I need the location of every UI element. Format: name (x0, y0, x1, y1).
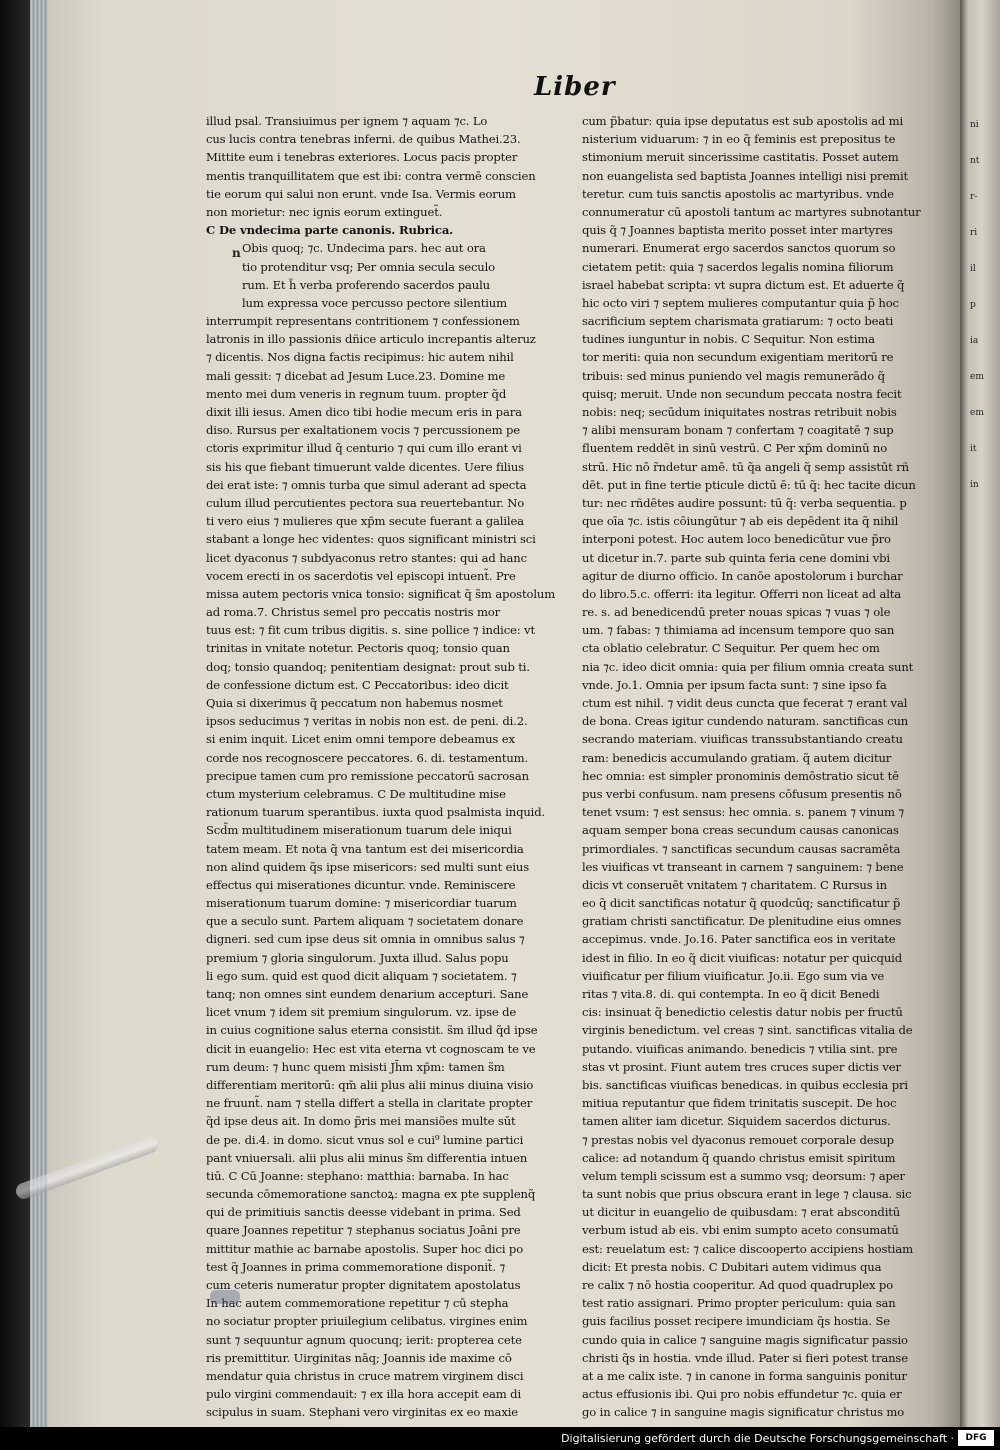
text-line: dicit in euangelio: Hec est vita eterna vt cognoscam te ve (206, 1041, 536, 1056)
text-line: Scd̃m multitudinem miserationum tuarum dele iniqui (206, 823, 512, 838)
text-line: eo q̃ dicit sanctificas notatur q̃ quodcūq; sanctificatur p̃ (582, 896, 901, 911)
right-edge-fragments (964, 0, 1000, 1427)
text-line: re. s. ad benedicendū preter nouas spicas ⁊ vuas ⁊ ole (582, 605, 891, 620)
text-line: no sociatur propter priuilegium celibatus. virgines enim (206, 1314, 528, 1329)
edge-fragment: il (970, 264, 976, 274)
text-line: guis facilius posset recipere imundiciam q̃s hostia. Se (582, 1314, 890, 1329)
text-line: premium ⁊ gloria singulorum. Juxta illud. Salus popu (206, 950, 509, 965)
text-line: gratiam christi sanctificatur. De plenitudine eius omnes (582, 914, 902, 929)
text-line: stas vt prosint. Fiunt autem tres cruces super dictis ver (582, 1059, 901, 1074)
text-line: q̃d ipse deus ait. In domo p̃ris mei mansiões multe sūt (206, 1114, 516, 1129)
ink-stamp-mark (210, 1290, 240, 1304)
text-line: dei erat iste: ⁊ omnis turba que simul aderant ad specta (206, 477, 527, 492)
text-line: test ratio assignari. Primo propter periculum: quia san (582, 1296, 896, 1311)
text-line: non euangelista sed baptista Joannes intelligi nisi premit (582, 168, 909, 183)
text-line: cta oblatio celebratur. C Sequitur. Per quem hec om (582, 641, 880, 656)
text-line: fluentem reddēt in sinū vestrū. C Per xp̄m dominū no (582, 441, 888, 456)
text-line: in cuius cognitione salus eterna consistit. s̃m illud q̃d ipse (206, 1023, 538, 1038)
text-line: pant vniuersali. alii plus alii minus s̃m differentia intuen (206, 1150, 528, 1165)
text-line: illud psal. Transiuimus per ignem ⁊ aquam ⁊c. Lo (206, 114, 488, 128)
text-line: dixit illi iesus. Amen dico tibi hodie mecum eris in para (206, 405, 522, 419)
text-line: ⁊ prestas nobis vel dyaconus remouet corporale desup (582, 1132, 894, 1147)
text-line: si enim inquit. Licet enim omni tempore debeamus ex (206, 732, 515, 747)
text-line: quis q̃ ⁊ Joannes baptista merito posset inter martyres (582, 223, 893, 238)
text-line: ctum mysterium celebramus. C De multitudine mise (206, 786, 506, 801)
edge-fragment: it (970, 444, 977, 454)
text-line: dēt. put in fine tertie pticule dictū ē: tū q̃: hec tacite dicun (582, 477, 916, 492)
text-line: verbum istud ab eis. vbi enim sumpto aceto consumatū (582, 1223, 899, 1238)
text-line: cis: insinuat q̃ benedictio celestis datur nobis per fructū (582, 1005, 903, 1020)
edge-fragment: em (970, 372, 984, 382)
text-line: tio protenditur vsq; Per omnia secula seculo (242, 259, 496, 274)
edge-fragment: nt (970, 156, 980, 166)
text-line: ctoris exprimitur illud q̃ centurio ⁊ qui cum illo erant vi (206, 441, 522, 456)
text-line: nia ⁊c. ideo dicit omnia: quia per filium omnia creata sunt (582, 659, 914, 674)
text-line: secunda cōmemoratione sanctoꝝ: magna ex pte supplenq̃ (206, 1187, 536, 1202)
text-line: les viuificas vt transeant in carnem ⁊ sanguinem: ⁊ bene (582, 859, 904, 874)
text-line: numerari. Enumerat ergo sacerdos sanctos quorum so (582, 241, 896, 256)
text-line: velum templi scissum est a summo vsq; deorsum: ⁊ aper (582, 1168, 905, 1183)
text-line: accepimus. vnde. Jo.16. Pater sanctifica eos in veritate (582, 932, 896, 947)
text-line: digneri. sed cum ipse deus sit omnia in omnibus salus ⁊ (206, 932, 525, 947)
text-line: do libro.5.c. offerri: ita legitur. Offerri non liceat ad alta (582, 586, 902, 601)
text-line: doq; tonsio quandoq; penitentiam designat: prout sub ti. (206, 659, 530, 674)
text-line: ta sunt nobis que prius obscura erant in lege ⁊ clausa. sic (582, 1187, 912, 1202)
text-line: actus effusionis ibi. Qui pro nobis effundetur ⁊c. quia er (582, 1387, 902, 1402)
text-line: viuificatur per filium viuificatur. Jo.ii. Ego sum via ve (582, 968, 885, 983)
text-line: vocem erecti in os sacerdotis vel episcopi intuent̃. Pre (206, 568, 516, 583)
right-text-column (582, 112, 942, 1422)
text-line: cum ceteris numeratur propter dignitatem apostolatus (206, 1278, 521, 1292)
text-line: que a seculo sunt. Partem aliquam ⁊ societatem donare (206, 914, 524, 929)
text-line: de pe. di.4. in domo. sicut vnus sol e cui⁹ lumine partici (206, 1132, 524, 1147)
text-line: de bona. Creas igitur cundendo naturam. sanctificas cun (582, 714, 909, 729)
page-stack-edge-left (30, 0, 50, 1427)
text-line: non alind quidem q̃s ipse misericors: sed multi sunt eius (206, 859, 530, 874)
text-line: sunt ⁊ sequuntur agnum quocunq; ierit: propterea cete (206, 1332, 522, 1347)
text-line: de confessione dictum est. C Peccatoribus: ideo dicit (206, 677, 509, 692)
text-line: pulo virgini commendauit: ⁊ ex illa hora accepit eam di (206, 1387, 522, 1402)
text-line: ut dicitur in euangelio de quibusdam: ⁊ erat absconditū (582, 1205, 901, 1220)
text-line: agitur de diurno officio. In canōe apostolorum i burchar (582, 568, 903, 583)
text-line: ti vero eius ⁊ mulieres que xp̄m secute fuerant a galilea (206, 514, 524, 529)
text-line: test q̃ Joannes in prima commemoratione disponit̃. ⁊ (206, 1259, 506, 1274)
text-line: idest in filio. In eo q̃ dicit viuificas: notatur per quicquid (582, 950, 902, 965)
text-line: at a me calix iste. ⁊ in canone in forma sanguinis ponitur (582, 1368, 907, 1383)
text-line: differentiam meritorū: qm̄ alii plus alii minus diuina visio (206, 1077, 534, 1092)
text-line: aquam semper bona creas secundum causas canonicas (582, 823, 899, 838)
text-line: effectus qui miserationes dicuntur. vnde. Reminiscere (206, 877, 516, 892)
text-line: rationum tuarum sperantibus. iuxta quod psalmista inquid. (206, 805, 546, 820)
text-line: ⁊ dicentis. Nos digna factis recipimus: hic autem nihil (206, 350, 514, 365)
text-line: israel habebat scripta: vt supra dictum est. Et aduerte q̃ (582, 277, 905, 292)
text-line: C De vndecima parte canonis. Rubrica. (206, 223, 454, 238)
text-line: tenet vsum: ⁊ est sensus: hec omnia. s. panem ⁊ vinum ⁊ (582, 805, 905, 820)
text-line: latronis in illo passionis dñice articulo increpantis alteruz (206, 332, 536, 347)
text-line: tudines iunguntur in nobis. C Sequitur. Non estima (582, 332, 875, 347)
text-line: diso. Rursus per exaltationem vocis ⁊ percussionem pe (206, 423, 520, 438)
text-line: dicis vt conseruēt vnitatem ⁊ charitatem. C Rursus in (582, 877, 887, 892)
text-line: Quia si dixerimus q̃ peccatum non habemus nosmet (206, 696, 503, 710)
text-line: Obis quoq; ⁊c. Undecima pars. hec aut ora (242, 241, 486, 256)
text-line: cum p̃batur: quia ipse deputatus est sub apostolis ad mi (582, 114, 904, 128)
edge-fragment: ni (970, 120, 979, 130)
edge-fragment: r- (970, 192, 978, 202)
text-line: precipue tamen cum pro remissione peccatorū sacrosan (206, 768, 529, 783)
text-line: In hac autem commemoratione repetitur ⁊ cū stepha (206, 1296, 509, 1311)
text-line: vnde. Jo.1. Omnia per ipsum facta sunt: ⁊ sine ipso fa (582, 677, 887, 692)
text-line: sis his que fiebant timuerunt valde dicentes. Uere filius (206, 459, 524, 474)
text-line: cietatem petit: quia ⁊ sacerdos legalis nomina filiorum (582, 259, 894, 274)
text-line: interrumpit representans contritionem ⁊ confessionem (206, 314, 520, 329)
text-line: christi q̃s in hostia. vnde illud. Pater si fieri potest transe (582, 1350, 908, 1365)
text-line: mento mei dum veneris in regnum tuum. propter q̃d (206, 386, 507, 401)
text-line: li ego sum. quid est quod dicit aliquam ⁊ societatem. ⁊ (206, 968, 517, 983)
text-line: tuus est: ⁊ fit cum tribus digitis. s. sine pollice ⁊ indice: vt (206, 623, 535, 638)
text-line: tatem meam. Et nota q̃ vna tantum est dei misericordia (206, 841, 524, 856)
text-line: hec omnia: est simpler pronominis demōstratio sicut tē (582, 768, 899, 783)
dfg-logo: DFG (958, 1430, 994, 1446)
text-line: ram: benedicis accumulando gratiam. q̃ autem dicitur (582, 750, 892, 765)
text-line: qui de primitiuis sanctis deesse videbant in prima. Sed (206, 1205, 521, 1220)
text-line: tanq; non omnes sint eundem denarium accepturi. Sane (206, 987, 529, 1001)
text-line: tor meriti: quia non secundum exigentiam meritorū re (582, 350, 894, 365)
text-line: interponi potest. Hoc autem loco benedicūtur vue p̃ro (582, 532, 891, 547)
text-line: corde nos recognoscere peccatores. 6. di. testamentum. (206, 750, 529, 765)
margin-letter: n (232, 246, 241, 260)
text-line: stabant a longe hec videntes: quos significant ministri sci (206, 532, 536, 547)
footer-bar (0, 1427, 1000, 1450)
text-line: culum illud percutientes pectora sua reuertebantur. No (206, 495, 525, 510)
text-line: tribuis: sed minus puniendo vel magis remunerādo q̃ (582, 368, 885, 383)
text-line: nobis: neq; secūdum iniquitates nostras retribuit nobis (582, 405, 897, 419)
text-line: ⁊ alibi mensuram bonam ⁊ confertam ⁊ coagitatē ⁊ sup (582, 423, 894, 438)
edge-fragment: em (970, 408, 984, 418)
text-line: re calix ⁊ nō hostia cooperitur. Ad quod quadruplex po (582, 1278, 894, 1292)
text-line: dicit: Et presta nobis. C Dubitari autem vidimus qua (582, 1259, 882, 1274)
text-line: quisq; meruit. Unde non secundum peccata nostra fecit (582, 386, 902, 401)
text-line: putando. viuificas animando. benedicis ⁊ vtilia sint. pre (582, 1041, 898, 1056)
text-line: secrando materiam. viuificas transsubstantiando creatu (582, 732, 903, 747)
text-line: licet vnum ⁊ idem sit premium singulorum. vz. ipse de (206, 1005, 517, 1020)
text-line: tamen aliter iam dicetur. Siquidem sacerdos dicturus. (582, 1114, 891, 1129)
left-text-column (206, 112, 568, 1422)
text-line: primordiales. ⁊ sanctificas secundum causas sacramēta (582, 841, 901, 856)
text-line: ad roma.7. Christus semel pro peccatis nostris mor (206, 605, 501, 620)
edge-fragment: ri (970, 228, 978, 238)
text-line: teretur. cum tuis sanctis apostolis ac martyribus. vnde (582, 186, 894, 201)
text-line: mittitur mathie ac barnabe apostolis. Super hoc dici po (206, 1241, 524, 1256)
text-line: ut dicetur in.7. parte sub quinta feria cene domini vbi (582, 550, 890, 565)
text-line: est: reuelatum est: ⁊ calice discooperto accipiens hostiam (582, 1241, 913, 1256)
text-line: pus verbi confusum. nam presens cōfusum presentis nō (582, 786, 902, 801)
text-line: ne fruunt̃. nam ⁊ stella differt a stella in claritate propter (206, 1096, 533, 1111)
text-line: hic octo viri ⁊ septem mulieres computantur quia p̃ hoc (582, 295, 899, 310)
text-line: ipsos seducimus ⁊ veritas in nobis non est. de peni. di.2. (206, 714, 528, 729)
text-line: ritas ⁊ vita.8. di. qui contempta. In eo q̃ dicit Benedi (582, 987, 880, 1001)
text-line: connumeratur cū apostoli tantum ac martyres subnotantur (582, 204, 921, 219)
text-line: bis. sanctificas viuificas benedicas. in quibus ecclesia pri (582, 1077, 908, 1092)
text-line: strū. Hic nō r̃ndetur amē. tū q̃a angeli q̃ semp assistūt rñ (582, 459, 909, 474)
text-line: tiū. C Cū Joanne: stephano: matthia: barnaba. In hac (206, 1168, 509, 1183)
text-line: um. ⁊ fabas: ⁊ thimiama ad incensum tempore quo san (582, 623, 895, 638)
footer-credit: Digitalisierung gefördert durch die Deutsche Forschungsgemeinschaft · (561, 1432, 954, 1445)
text-line: nisterium viduarum: ⁊ in eo q̃ feminis est prepositus te (582, 132, 896, 147)
text-line: miserationum tuarum domine: ⁊ misericordiar tuarum (206, 896, 517, 911)
text-line: cundo quia in calice ⁊ sanguine magis significatur passio (582, 1332, 908, 1347)
text-line: scipulus in suam. Stephani vero virginitas ex eo maxie (206, 1405, 518, 1420)
text-line: sacrificium septem charismata gratiarum: ⁊ octo beati (582, 314, 894, 329)
text-line: mendatur quia christus in cruce matrem virginem disci (206, 1368, 524, 1383)
text-line: tur: nec rñdētes audire possunt: tū q̃: verba sequentia. p (582, 495, 907, 510)
text-line: missa autem pectoris vnica tonsio: significat q̃ s̃m apostolum (206, 586, 556, 601)
text-line: lum expressa voce percusso pectore silentium (242, 295, 507, 310)
text-line: ris premittitur. Uirginitas nāq; Joannis ide maxime cō (206, 1350, 512, 1365)
text-line: cus lucis contra tenebras inferni. de quibus Mathei.23. (206, 132, 521, 147)
text-line: mali gessit: ⁊ dicebat ad Jesum Luce.23. Domine me (206, 368, 506, 383)
text-line: ctum est nihil. ⁊ vidit deus cuncta que fecerat ⁊ erant val (582, 696, 908, 710)
edge-fragment: in (970, 480, 979, 490)
text-line: rum. Et h̃ verba proferendo sacerdos paulu (242, 277, 490, 292)
text-line: virginis benedictum. vel creas ⁊ sint. sanctificas vitalia de (582, 1023, 913, 1038)
text-line: calice: ad notandum q̃ quando christus emisit spiritum (582, 1150, 896, 1165)
book-cover-left (0, 0, 32, 1427)
text-line: rum deum: ⁊ hunc quem misisti Jh̄m xp̄m: tamen s̃m (206, 1059, 505, 1074)
text-line: quare Joannes repetitur ⁊ stephanus sociatus Joāni pre (206, 1223, 521, 1238)
edge-fragment: p (970, 300, 976, 310)
text-line: go in calice ⁊ in sanguine magis significatur christus mo (582, 1405, 905, 1420)
text-line: Mittite eum i tenebras exteriores. Locus pacis propter (206, 150, 518, 165)
text-line: tie eorum qui salui non erunt. vnde Isa. Vermis eorum (206, 186, 516, 201)
text-line: licet dyaconus ⁊ subdyaconus retro stantes: qui ad hanc (206, 550, 527, 565)
text-line: mentis tranquillitatem que est ibi: contra vermē conscien (206, 168, 536, 183)
text-line: que oīa ⁊c. istis cōiungūtur ⁊ ab eis depēdent ita q̃ nihil (582, 514, 899, 529)
running-head: Liber (534, 72, 616, 102)
text-line: stimonium meruit sincerissime castitatis. Posset autem (582, 150, 899, 165)
text-line: trinitas in vnitate notetur. Pectoris quoq; tonsio quan (206, 641, 510, 656)
text-line: non morietur: nec ignis eorum extinguet̃. (206, 204, 443, 219)
text-line: mitiua reputantur que fidem trinitatis suscepit. De hoc (582, 1096, 897, 1111)
edge-fragment: ia (970, 336, 979, 346)
